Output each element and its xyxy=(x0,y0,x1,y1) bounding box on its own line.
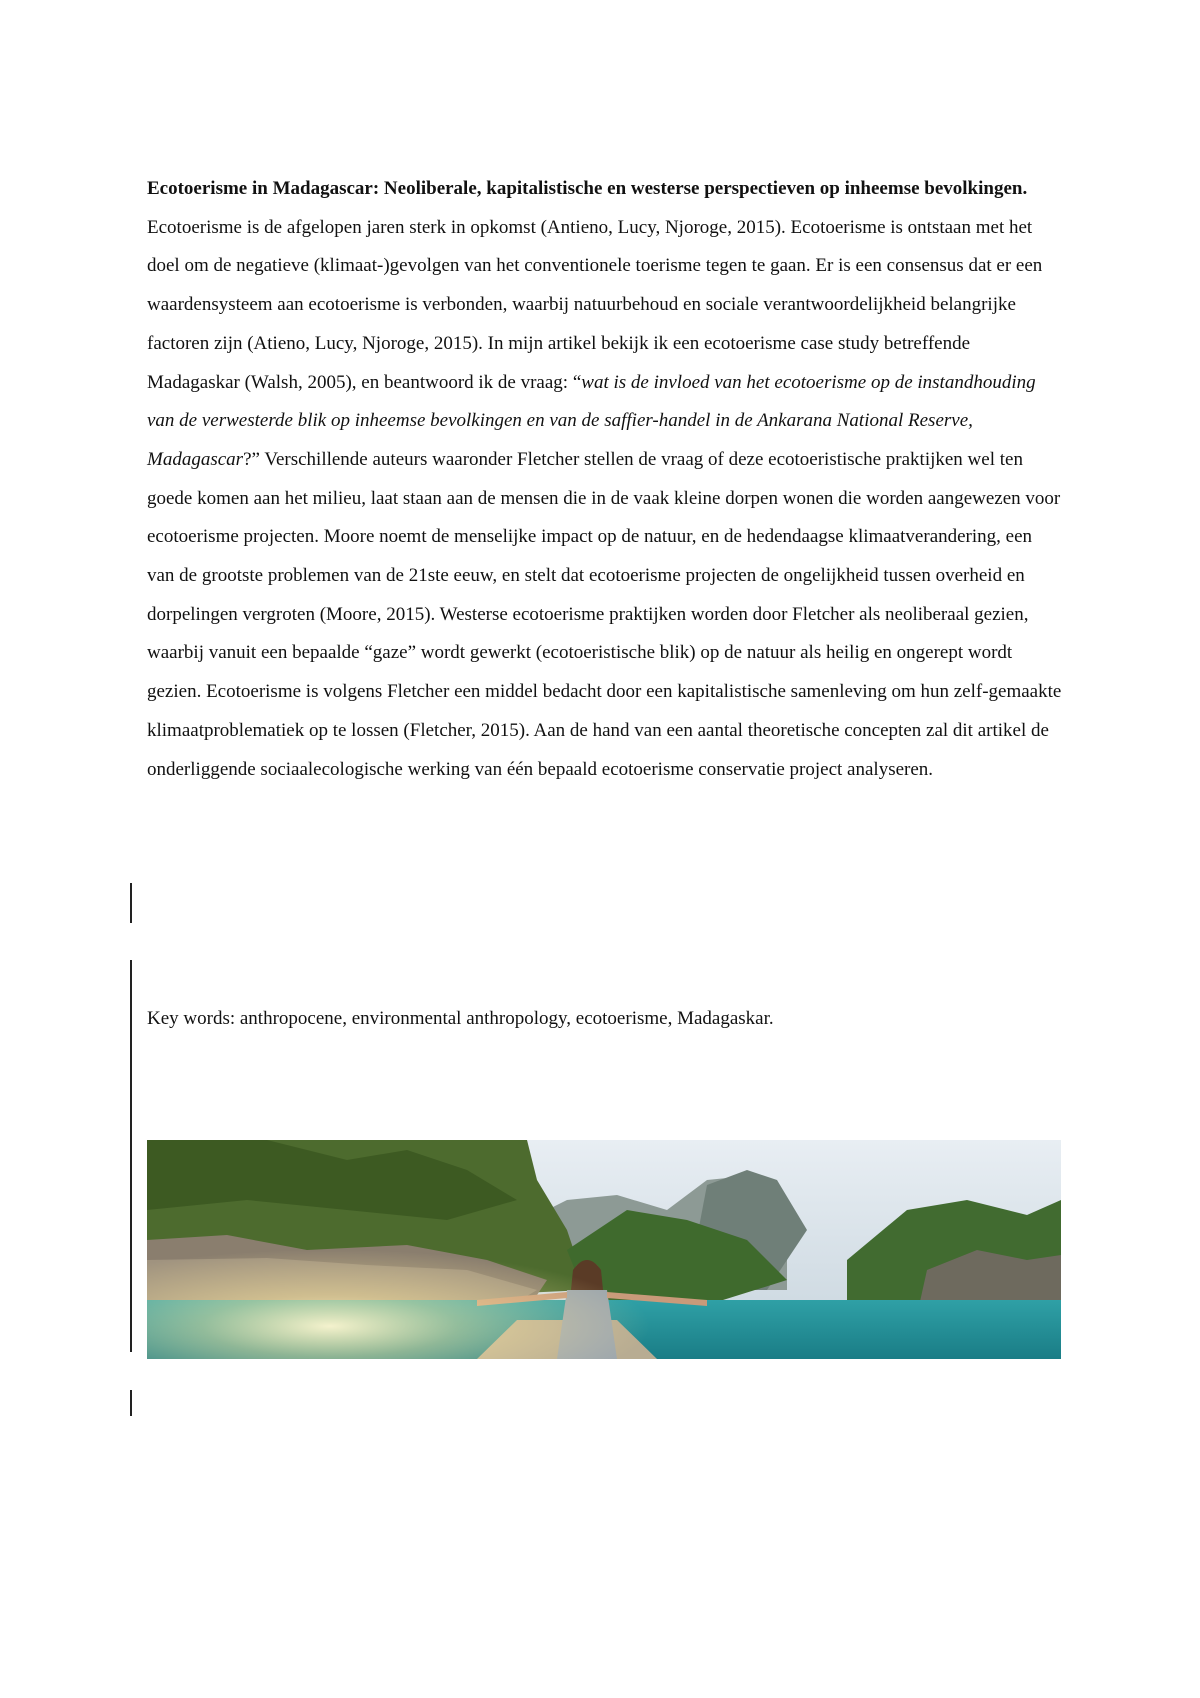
revision-bar xyxy=(130,960,132,1352)
document-body xyxy=(147,170,1062,789)
abstract-text-part2: ?” Verschillende auteurs waaronder Fletcher stellen de vraag of deze ecotoeristische praktijken wel ten goede komen aan het milieu, laat staan aan de mensen die in de vaak kleine dorpen wonen die worden aangewezen voor ecotoerisme projecten. Moore noemt de menselijke impact op de natuur, en de hedendaagse klimaatverandering, een van de grootste problemen van de 21ste eeuw, en stelt dat ecotoerisme projecten de ongelijkheid tussen overheid en dorpelingen vergroten (Moore, 2015). Westerse ecotoerisme praktijken worden door Fletcher als neoliberaal gezien, waarbij vanuit een bepaalde “gaze” wordt gewerkt (ecotoeristische blik) op de natuur als heilig en ongerept wordt gezien. Ecotoerisme is volgens Fletcher een middel bedacht door een kapitalistische samenleving om hun zelf-gemaakte klimaatproblematiek op te lossen (Fletcher, 2015). Aan de hand van een aantal theoretische concepten zal dit artikel de onderliggende sociaalecologische werking van één bepaald ecotoerisme conservatie project analyseren. xyxy=(147,448,1062,780)
revision-bar xyxy=(130,883,132,923)
abstract-text-part1: Ecotoerisme is de afgelopen jaren sterk in opkomst (Antieno, Lucy, Njoroge, 2015). Ecotoerisme is ontstaan met het doel om de negatieve (klimaat-)gevolgen van het conventionele toerisme tegen te gaan. Er is een consensus dat er een waardensysteem aan ecotoerisme is verbonden, waarbij natuurbehoud en sociale verantwoordelijkheid belangrijke factoren zijn (Atieno, Lucy, Njoroge, 2015). In mijn artikel bekijk ik een ecotoerisme case study betreffende Madagaskar (Walsh, 2005), en beantwoord ik de vraag: “ xyxy=(147,216,1043,393)
header-photo-image xyxy=(147,1140,1061,1359)
abstract-paragraph xyxy=(147,209,1062,790)
document-title: Ecotoerisme in Madagascar: Neoliberale, kapitalistische en westerse perspectieven op inheemse bevolkingen. xyxy=(147,178,1028,199)
revision-bar xyxy=(130,1390,132,1416)
keywords: Key words: anthropocene, environmental anthropology, ecotoerisme, Madagaskar. xyxy=(147,1008,774,1029)
research-question: wat is de invloed van het ecotoerisme op de instandhouding van de verwesterde blik op inheemse bevolkingen en van de saffier-handel in de Ankarana National Reserve, Madagascar xyxy=(147,371,1036,470)
header-photo xyxy=(147,1140,1061,1359)
